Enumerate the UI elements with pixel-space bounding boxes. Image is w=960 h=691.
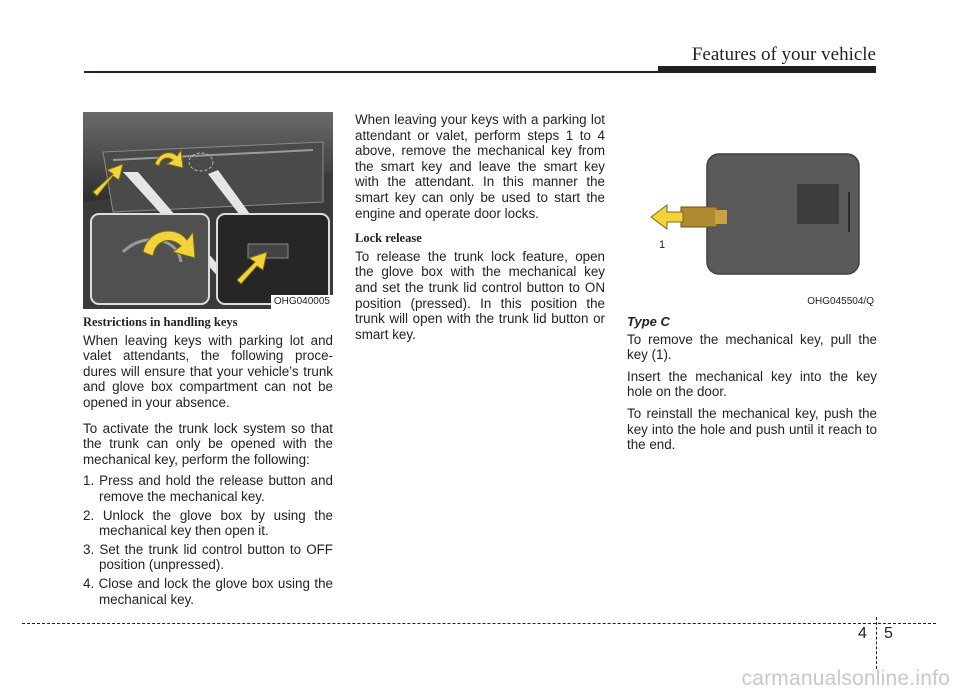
- paragraph: When leaving your keys with a parking lot attendant or valet, perform steps 1 to 4 above, remove the mechanical key from the smart key and leave the smart key with the attendant. In this manner the smart key can only be used to start the engine and operate door locks.: [355, 112, 605, 221]
- list-item: 4. Close and lock the glove box using the mechanical key.: [83, 575, 333, 607]
- column-middle: [355, 112, 605, 348]
- column-right: [627, 112, 877, 459]
- paragraph: To activate the trunk lock system so that the trunk can only be opened with the mechanical key, perform the following:: [83, 420, 333, 467]
- smart-key-illustration: [627, 112, 877, 309]
- paragraph: To remove the mechanical key, pull the key (1).: [627, 331, 877, 363]
- paragraph: To release the trunk lock feature, open the glove box with the mechanical key and set the trunk lid control button to ON position (pressed). In this position the trunk will open with the trunk lid button or smart key.: [355, 248, 605, 342]
- chapter-number: 4: [858, 625, 867, 642]
- paragraph: To reinstall the mechanical key, push the key into the hole and push until it reach to the end.: [627, 405, 877, 453]
- callout-label: 1: [659, 239, 666, 251]
- type-heading: Type C: [627, 314, 670, 329]
- subheading-lock-release: Lock release: [355, 231, 422, 246]
- watermark: carmanualsonline.info: [741, 667, 950, 690]
- page-number: 5: [884, 625, 893, 642]
- page-number-divider: [876, 617, 877, 669]
- section-title: Features of your vehicle: [691, 44, 876, 65]
- header-rule-accent: [658, 66, 876, 72]
- figure-caption: OHG045504/Q: [804, 295, 877, 309]
- steps-list: [83, 473, 333, 607]
- list-item: 2. Unlock the glove box by using the mechanical key then open it.: [83, 507, 333, 539]
- paragraph: Insert the mechanical key into the key hole on the door.: [627, 368, 877, 400]
- list-item: 1. Press and hold the release button and remove the mechanical key.: [83, 473, 333, 504]
- figure-caption: OHG040005: [271, 295, 333, 309]
- glove-box-drawing: [83, 112, 333, 309]
- smart-key-drawing: [627, 112, 877, 309]
- list-item: 3. Set the trunk lid control button to OFF position (unpressed).: [83, 541, 333, 573]
- footer-rule: [22, 623, 936, 624]
- glove-box-illustration: [83, 112, 333, 309]
- column-left: [83, 112, 333, 610]
- subheading-restrictions: Restrictions in handling keys: [83, 315, 238, 329]
- paragraph: When leaving keys with parking lot and valet attendants, the following proce-dures will ensure that your vehicle’s trunk and glove box compartment can not be opened in your absence.: [83, 332, 333, 410]
